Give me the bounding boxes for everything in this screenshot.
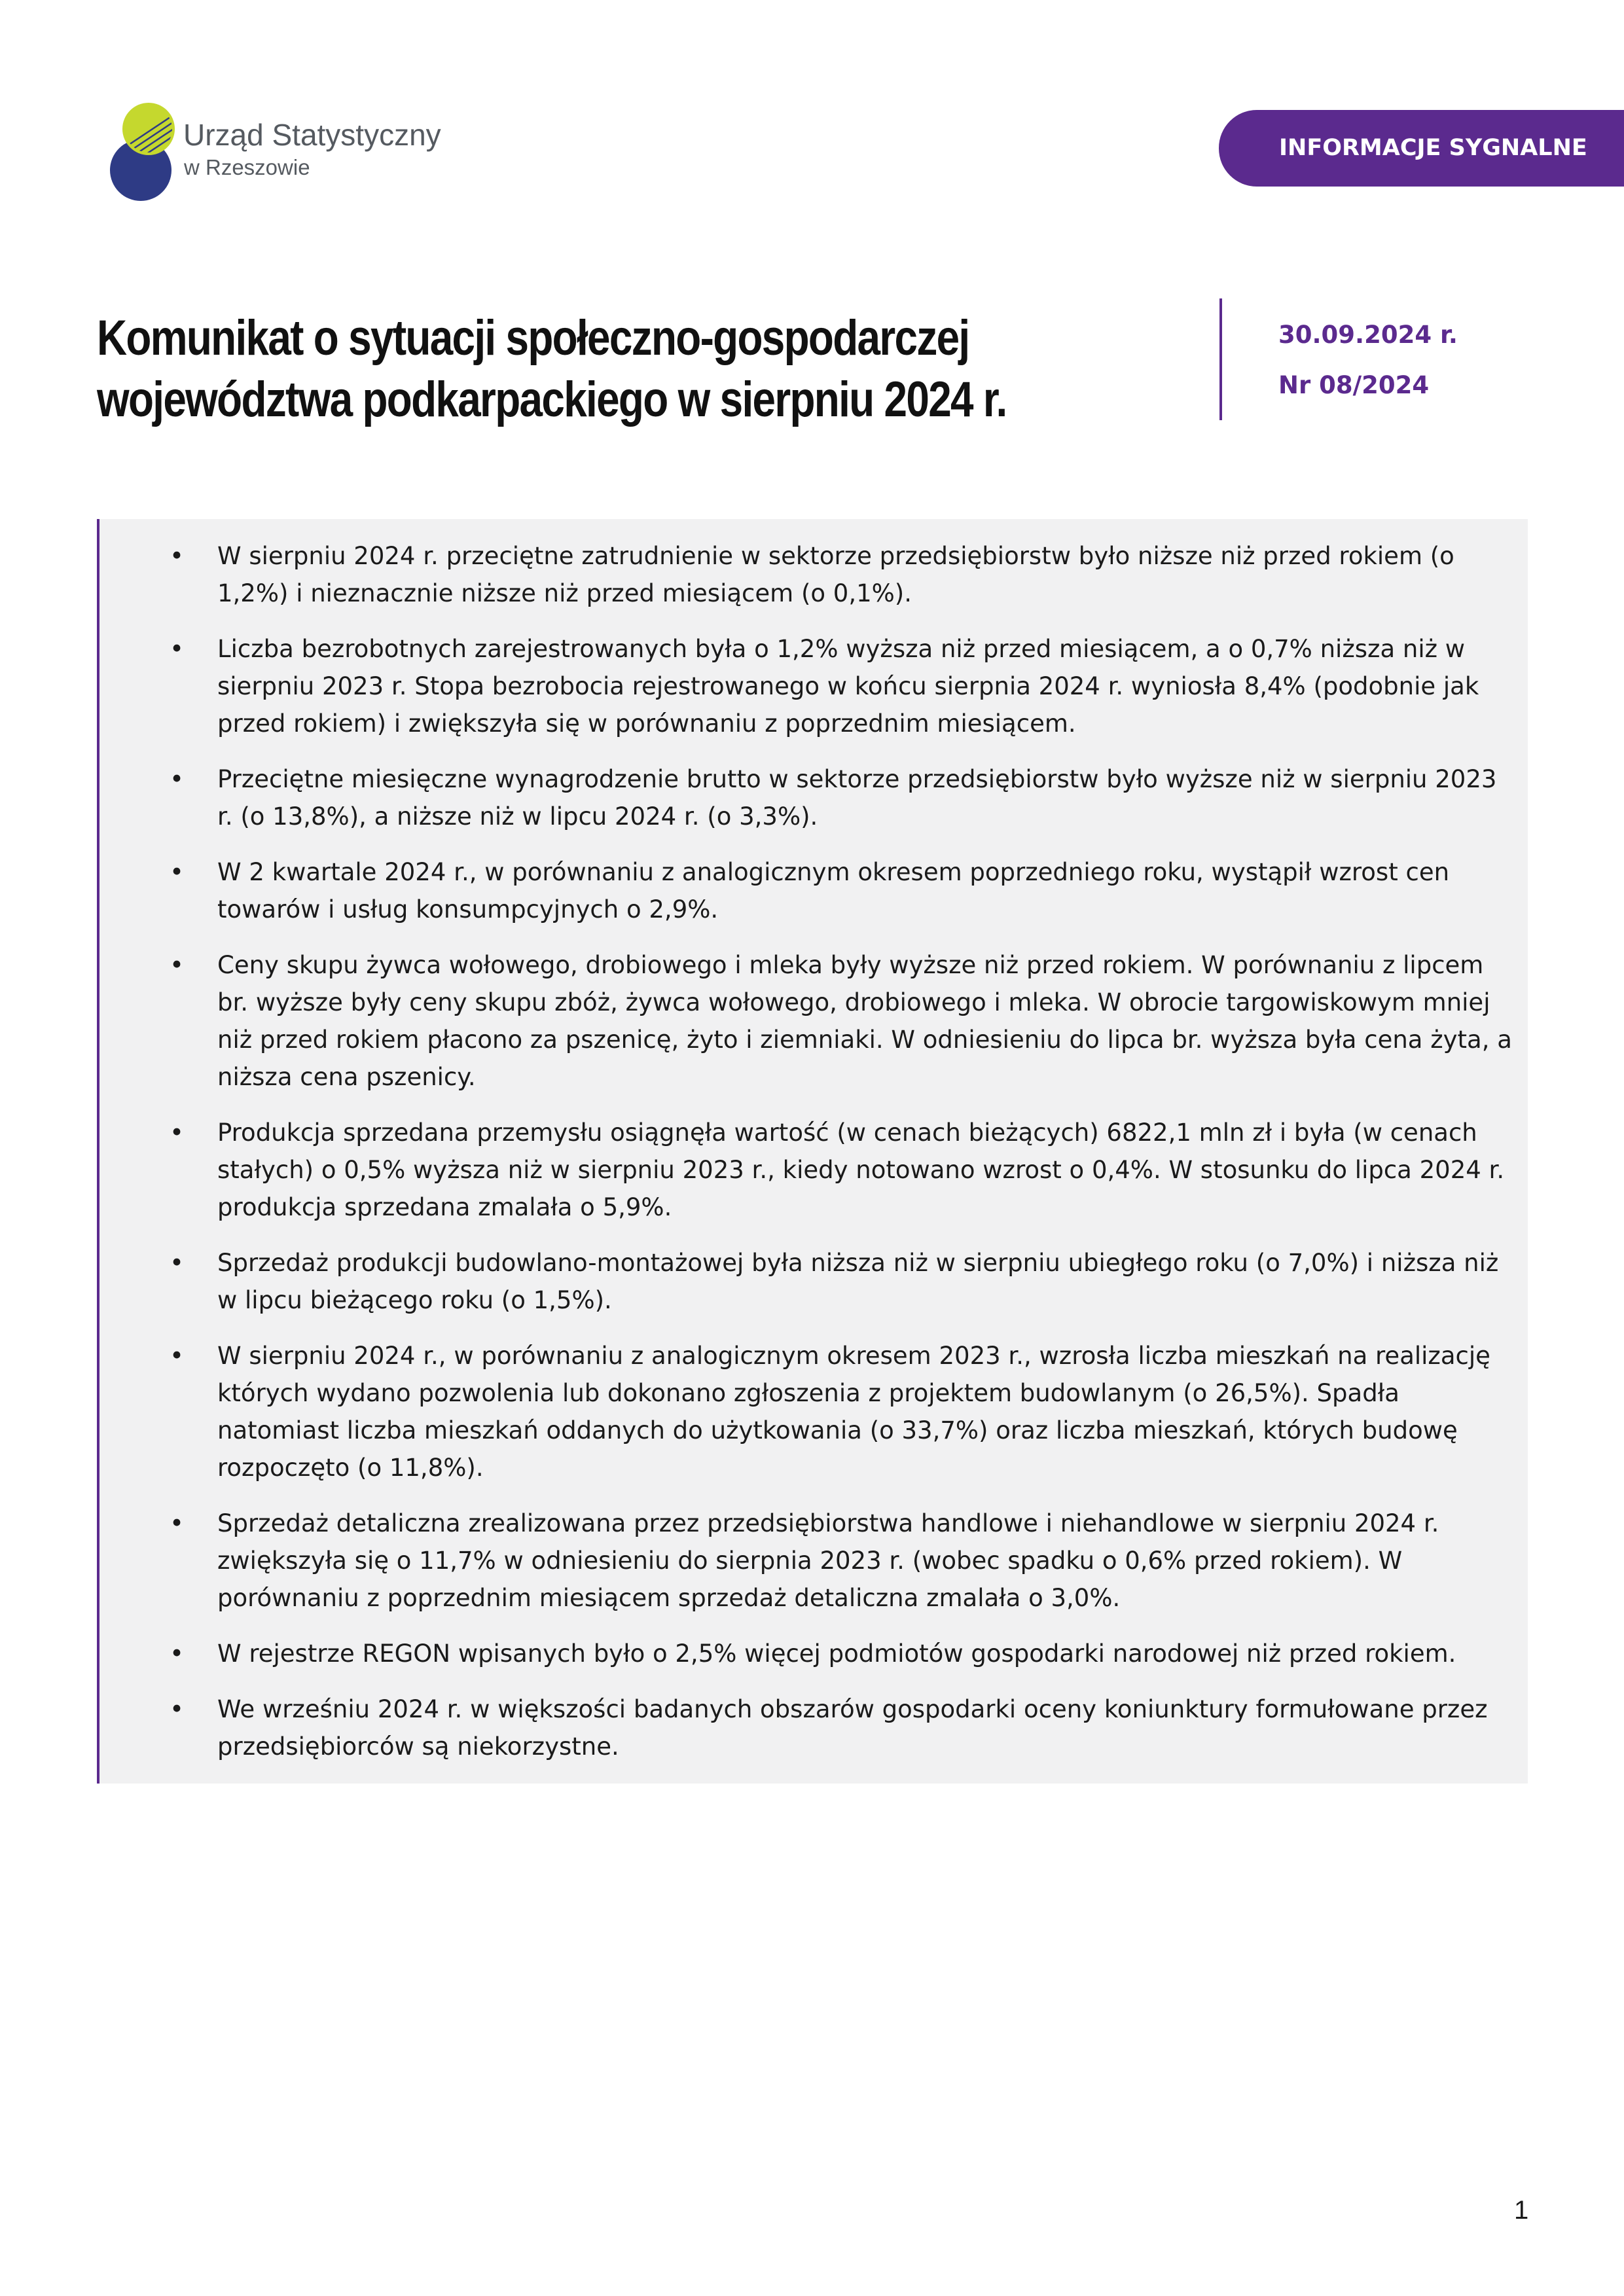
list-item-text: W rejestrze REGON wpisanych było o 2,5% więcej podmiotów gospodarki narodowej niż przed rokiem. [217, 1640, 1456, 1668]
list-item-text: W sierpniu 2024 r. przeciętne zatrudnienie w sektorze przedsiębiorstw było niższe niż przed rokiem (o 1,2%) i nieznacznie niższe niż przed miesiącem (o 0,1%). [217, 542, 1454, 607]
list-item [170, 1691, 1515, 1765]
list-item [170, 946, 1515, 1096]
title-line-2: województwa podkarpackiego w sierpniu 2024 r. [97, 372, 1007, 427]
list-item [170, 1635, 1515, 1672]
list-item-text: Ceny skupu żywca wołowego, drobiowego i mleka były wyższe niż przed rokiem. W porównaniu z lipcem br. wyższe były ceny skupu zbóż, żywca wołowego, drobiowego i mleka. W obrocie targowiskowym mniej niż przed rokiem płacono za pszenicę, żyto i ziemniaki. W odniesieniu do lipca br. wyższa była cena żyta, a niższa cena pszenicy. [217, 951, 1512, 1091]
bullet-icon: • [170, 542, 184, 570]
list-item [170, 761, 1515, 835]
bullet-icon: • [170, 1695, 184, 1723]
publication-number: Nr 08/2024 [1278, 371, 1430, 399]
bullet-icon: • [170, 1640, 184, 1668]
list-item-text: W sierpniu 2024 r., w porównaniu z analogicznym okresem 2023 r., wzrosła liczba mieszkań na realizację których wydano pozwolenia lub dokonano zgłoszenia z projektem budowlanym (o 26,5%). Spadła natomiast liczba mieszkań oddanych do użytkowania (o 33,7%) oraz liczba mieszkań, których budowę rozpoczęto (o 11,8%). [217, 1342, 1490, 1482]
publication-date: 30.09.2024 r. [1278, 321, 1458, 349]
meta-divider [1219, 298, 1222, 420]
page-number: 1 [1514, 2196, 1529, 2225]
title-line-1: Komunikat o sytuacji społeczno-gospodarczej [97, 310, 969, 366]
summary-list [99, 519, 1528, 1765]
list-item-text: Przeciętne miesięczne wynagrodzenie brutto w sektorze przedsiębiorstw było wyższe niż w sierpniu 2023 r. (o 13,8%), a niższe niż w lipcu 2024 r. (o 3,3%). [217, 765, 1497, 831]
list-item [170, 1114, 1515, 1226]
list-item-text: W 2 kwartale 2024 r., w porównaniu z analogicznym okresem poprzedniego roku, wystąpił wzrost cen towarów i usług konsumpcyjnych o 2,9%. [217, 858, 1450, 924]
bullet-icon: • [170, 1509, 184, 1537]
summary-panel [97, 519, 1528, 1784]
list-item [170, 1337, 1515, 1486]
list-item [170, 1505, 1515, 1617]
list-item [170, 1244, 1515, 1319]
list-item [170, 630, 1515, 742]
bullet-icon: • [170, 1249, 184, 1277]
logo-emblem-icon [108, 103, 180, 201]
bullet-icon: • [170, 1119, 184, 1147]
document-type-badge: INFORMACJE SYGNALNE [1219, 110, 1624, 187]
list-item [170, 537, 1515, 612]
bullet-icon: • [170, 951, 184, 979]
page-title [97, 308, 1007, 431]
bullet-icon: • [170, 858, 184, 886]
logo-name: Urząd Statystyczny [183, 118, 441, 152]
list-item-text: We wrześniu 2024 r. w większości badanych obszarów gospodarki oceny koniunktury formułowane przez przedsiębiorców są niekorzystne. [217, 1695, 1488, 1761]
logo-subtitle: w Rzeszowie [184, 155, 310, 179]
bullet-icon: • [170, 1342, 184, 1370]
list-item-text: Liczba bezrobotnych zarejestrowanych była o 1,2% wyższa niż przed miesiącem, a o 0,7% niższa niż w sierpniu 2023 r. Stopa bezrobocia rejestrowanego w końcu sierpnia 2024 r. wyniosła 8,4% (podobnie jak przed rokiem) i zwiększyła się w porównaniu z poprzednim miesiącem. [217, 635, 1479, 738]
list-item [170, 853, 1515, 928]
bullet-icon: • [170, 635, 184, 663]
list-item-text: Sprzedaż detaliczna zrealizowana przez przedsiębiorstwa handlowe i niehandlowe w sierpniu 2024 r. zwiększyła się o 11,7% w odniesieniu do sierpnia 2023 r. (wobec spadku o 0,6% przed rokiem). W porównaniu z poprzednim miesiącem sprzedaż detaliczna zmalała o 3,0%. [217, 1509, 1439, 1612]
list-item-text: Produkcja sprzedana przemysłu osiągnęła wartość (w cenach bieżących) 6822,1 mln zł i była (w cenach stałych) o 0,5% wyższa niż w sierpniu 2023 r., kiedy notowano wzrost o 0,4%. W stosunku do lipca 2024 r. produkcja sprzedana zmalała o 5,9%. [217, 1119, 1505, 1221]
logo [108, 103, 448, 201]
bullet-icon: • [170, 765, 184, 793]
list-item-text: Sprzedaż produkcji budowlano-montażowej była niższa niż w sierpniu ubiegłego roku (o 7,0%) i niższa niż w lipcu bieżącego roku (o 1,5%). [217, 1249, 1499, 1314]
